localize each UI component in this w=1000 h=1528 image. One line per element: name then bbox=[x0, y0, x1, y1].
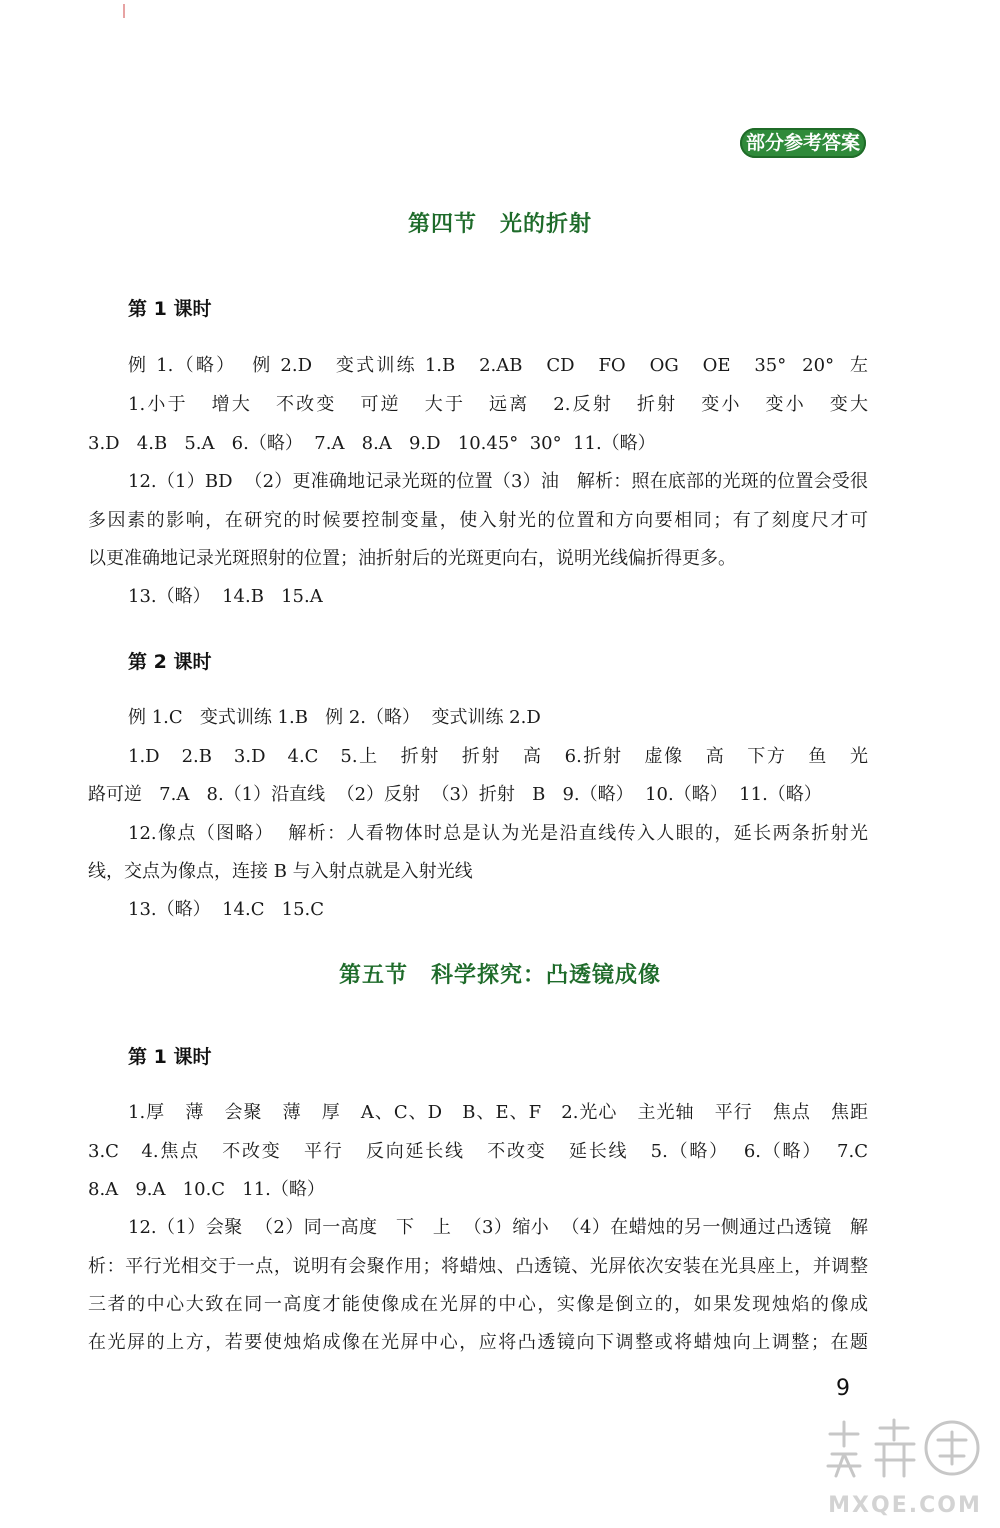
scan-mark bbox=[123, 4, 125, 18]
answer-line: 12.（1）会聚 （2）同一高度 下 上 （3）缩小 （4）在蜡烛的另一侧通过凸透镜 解 bbox=[128, 1217, 868, 1238]
answer-line: 三者的中心大致在同一高度才能使像成在光屏的中心，实像是倒立的，如果发现烛焰的像成 bbox=[88, 1294, 868, 1315]
answer-line: 1.小于 增大 不改变 可逆 大于 远离 2.反射 折射 变小 变小 变大 bbox=[128, 394, 868, 415]
answer-line: 3.C 4.焦点 不改变 平行 反向延长线 不改变 延长线 5.（略） 6.（略） 7.C bbox=[88, 1141, 868, 1162]
answer-line: 线，交点为像点，连接 B 与入射点就是入射光线 bbox=[88, 861, 473, 882]
answer-line: 例 1.（略） 例 2.D 变式训练 1.B 2.AB CD FO OG OE 35° 20° 左 bbox=[128, 355, 868, 376]
answer-line: 12.像点（图略） 解析：人看物体时总是认为光是沿直线传入人眼的，延长两条折射光 bbox=[128, 823, 868, 844]
section-title-convex-lens: 第五节 科学探究：凸透镜成像 bbox=[338, 963, 661, 988]
page-number: 9 bbox=[836, 1376, 850, 1401]
answer-line: 3.D 4.B 5.A 6.（略） 7.A 8.A 9.D 10.45° 30° 11.（略） bbox=[88, 433, 656, 454]
answer-line: 13.（略） 14.C 15.C bbox=[128, 899, 325, 920]
answer-line: 例 1.C 变式训练 1.B 例 2.（略） 变式训练 2.D bbox=[128, 707, 541, 728]
section-title-refraction: 第四节 光的折射 bbox=[407, 212, 592, 237]
svg-text:MXQE.COM: MXQE.COM bbox=[828, 1493, 982, 1518]
answer-line: 多因素的影响，在研究的时候要控制变量，使入射光的位置和方向要相同；有了刻度尺才可 bbox=[88, 510, 868, 531]
answer-line: 1.厚 薄 会聚 薄 厚 A、C、D B、E、F 2.光心 主光轴 平行 焦点 焦距 bbox=[128, 1102, 868, 1123]
answer-line: 1.D 2.B 3.D 4.C 5.上 折射 折射 高 6.折射 虚像 高 下方 鱼 光 bbox=[128, 746, 868, 767]
answer-line: 以更准确地记录光斑照射的位置；油折射后的光斑更向右，说明光线偏折得更多。 bbox=[88, 548, 736, 569]
answer-badge: 部分参考答案 bbox=[740, 128, 866, 158]
lesson-heading: 第 1 课时 bbox=[128, 298, 212, 320]
answer-line: 析：平行光相交于一点，说明有会聚作用；将蜡烛、凸透镜、光屏依次安装在光具座上，并调整 bbox=[88, 1256, 868, 1277]
answer-line: 路可逆 7.A 8.（1）沿直线 （2）反射 （3）折射 B 9.（略） 10.（略） 11.（略） bbox=[88, 784, 822, 805]
answer-line: 在光屏的上方，若要使烛焰成像在光屏中心，应将凸透镜向下调整或将蜡烛向上调整；在题 bbox=[88, 1332, 868, 1353]
answer-line: 8.A 9.A 10.C 11.（略） bbox=[88, 1179, 325, 1200]
lesson-heading: 第 1 课时 bbox=[128, 1046, 212, 1068]
answer-line: 13.（略） 14.B 15.A bbox=[128, 586, 323, 607]
lesson-heading: 第 2 课时 bbox=[128, 651, 212, 673]
watermark-logo bbox=[818, 1414, 992, 1524]
answer-line: 12.（1）BD （2）更准确地记录光斑的位置（3）油 解析：照在底部的光斑的位置会受很 bbox=[128, 471, 868, 492]
